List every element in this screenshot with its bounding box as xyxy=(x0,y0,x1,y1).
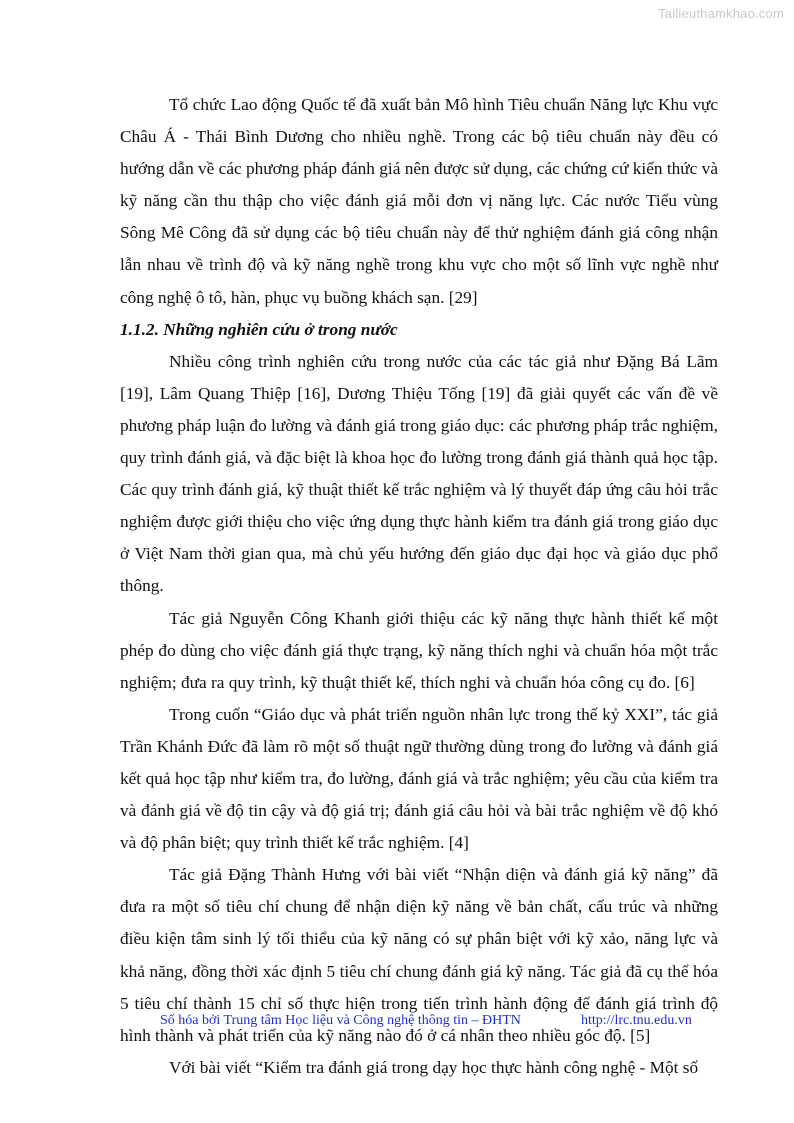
paragraph-truncated: Với bài viết “Kiểm tra đánh giá trong dạy học thực hành công nghệ - Một số xyxy=(169,1057,699,1077)
paragraph-ilo-standards: Tổ chức Lao động Quốc tế đã xuất bản Mô hình Tiêu chuẩn Năng lực Khu vực Châu Á - Thái Bình Dương cho nhiều nghề. Trong các bộ tiêu chuẩn này đều có hướng dẫn về các phương pháp đánh giá nên được sử dụng, các chứng cứ kiến thức và kỹ năng cần thu thập cho việc đánh giá mỗi đơn vị năng lực. Các nước Tiểu vùng Sông Mê Công đã sử dụng các bộ tiêu chuẩn này để thử nghiệm đánh giá công nhận lẫn nhau về trình độ và kỹ năng nghề trong khu vực cho một số lĩnh vực nghề như công nghệ ô tô, hàn, phục vụ buồng khách sạn. [29] xyxy=(120,95,718,307)
paragraph-tran-khanh-duc: Trong cuốn “Giáo dục và phát triển nguồn nhân lực trong thế kỷ XXI”, tác giả Trần Khánh Đức đã làm rõ một số thuật ngữ thường dùng trong đo lường và đánh giá kết quả học tập như kiểm tra, đo lường, đánh giá và trắc nghiệm; yêu cầu của kiểm tra và đánh giá về độ tin cậy và độ giá trị; đánh giá câu hỏi và bài trắc nghiệm về độ khó và độ phân biệt; quy trình thiết kế trắc nghiệm. [4] xyxy=(120,704,718,853)
paragraph-nguyen-cong-khanh: Tác giả Nguyễn Công Khanh giới thiệu các kỹ năng thực hành thiết kế một phép đo dùng cho việc đánh giá thực trạng, kỹ năng thích nghi và chuẩn hóa một trắc nghiệm; đưa ra quy trình, kỹ thuật thiết kế, thích nghi và chuẩn hóa công cụ đo. [6] xyxy=(120,608,718,692)
paragraph-domestic-research: Nhiều công trình nghiên cứu trong nước của các tác giả như Đặng Bá Lãm [19], Lâm Quang Thiệp [16], Dương Thiệu Tống [19] đã giải quyết các vấn đề về phương pháp luận đo lường và đánh giá trong giáo dục: các phương pháp trắc nghiệm, quy trình đánh giá, và đặc biệt là khoa học đo lường trong đánh giá thành quả học tập. Các quy trình đánh giá, kỹ thuật thiết kế trắc nghiệm và lý thuyết đáp ứng câu hỏi trắc nghiệm được giới thiệu cho việc ứng dụng thực hành kiểm tra đánh giá trong giáo dục ở Việt Nam thời gian qua, mà chủ yếu hướng đến giáo dục đại học và giáo dục phổ thông. xyxy=(120,351,718,596)
paragraph-dang-thanh-hung: Tác giả Đặng Thành Hưng với bài viết “Nhận diện và đánh giá kỹ năng” đã đưa ra một số tiêu chí chung để nhận diện kỹ năng về bản chất, cấu trúc và những điều kiện tâm sinh lý tối thiểu của kỹ năng có sự phân biệt với kỹ xảo, năng lực và khả năng, đồng thời xác định 5 tiêu chí chung đánh giá kỹ năng. Tác giả đã cụ thể hóa 5 tiêu chí thành 15 chỉ số thực hiện trong tiến trình hành động để đánh giá trình độ hình thành và phát triển của kỹ năng nào đó ở cá nhân theo nhiều góc độ. [5] xyxy=(120,865,718,1045)
section-heading: 1.1.2. Những nghiên cứu ở trong nước xyxy=(120,319,398,339)
footer-link[interactable]: http://lrc.tnu.edu.vn xyxy=(581,1013,692,1028)
footer-source: Số hóa bởi Trung tâm Học liệu và Công nghệ thông tin – ĐHTN xyxy=(160,1013,521,1028)
document-body xyxy=(120,89,718,1084)
watermark: Tailieuthamkhao.com xyxy=(658,6,784,21)
